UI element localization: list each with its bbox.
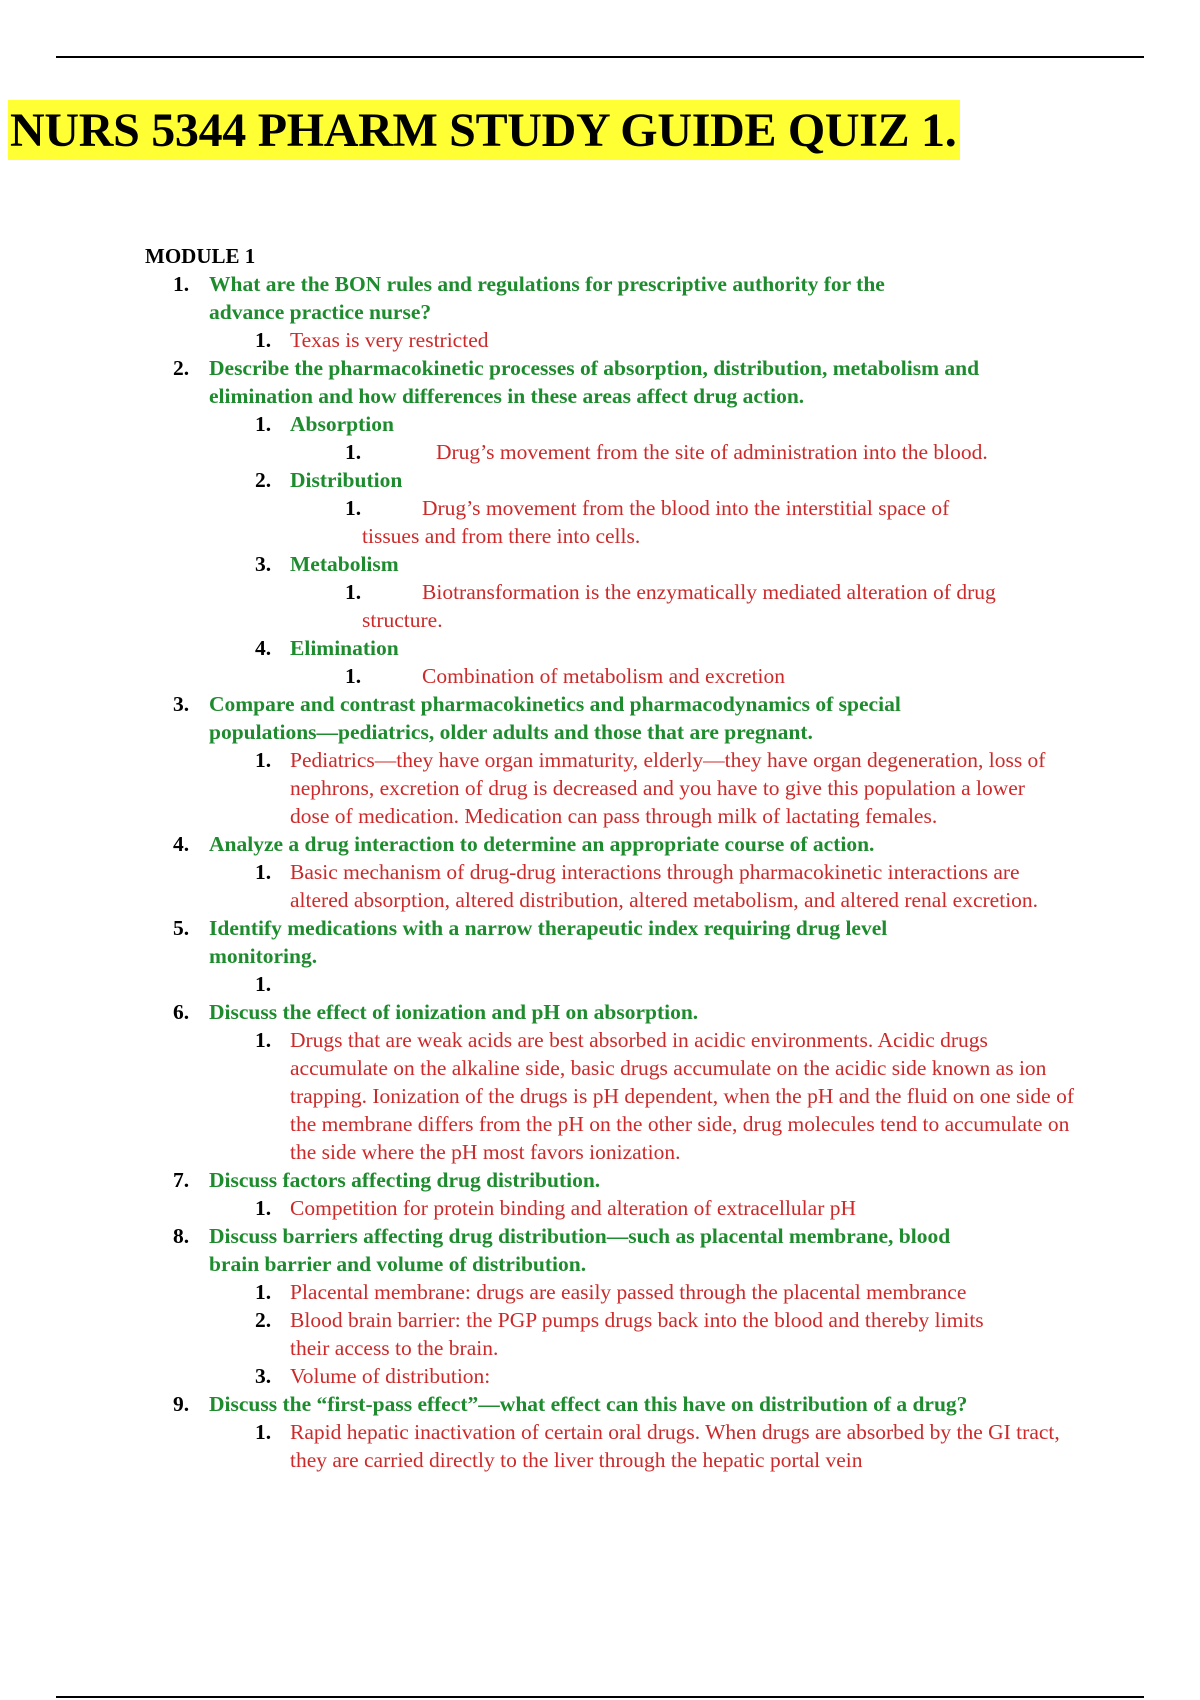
- document-title: NURS 5344 PHARM STUDY GUIDE QUIZ 1.: [8, 100, 960, 160]
- bottom-rule: [56, 1696, 1144, 1698]
- answer-item: [145, 1306, 1095, 1362]
- question-text: Discuss barriers affecting drug distribution—such as placental membrane, blood brain barrier and volume of distribution.: [209, 1224, 951, 1276]
- question-number: 7.: [173, 1168, 190, 1192]
- answer-number: 1.: [255, 328, 272, 352]
- answer-number: 1.: [255, 1280, 272, 1304]
- answer-item: [145, 858, 1095, 914]
- subitem: [145, 410, 1095, 438]
- subitem-label: Absorption: [290, 412, 394, 436]
- answer-text: Drugs that are weak acids are best absorbed in acidic environments. Acidic drugs accumulate on the alkaline side, basic drugs accumulate on the acidic side known as ion trapping. Ionization of the drugs is pH dependent, when the pH and the fluid on one side of the membrane differs from the pH on the other side, drug molecules tend to accumulate on the side where the pH most favors ionization.: [290, 1028, 1074, 1164]
- detail-item: [145, 662, 1095, 690]
- detail-text: Drug’s movement from the blood into the interstitial space of tissues and from there into cells.: [362, 496, 950, 548]
- detail-number: 1.: [345, 496, 362, 520]
- top-rule: [56, 56, 1144, 58]
- study-guide-content: [145, 242, 1095, 1474]
- answer-item: [145, 1418, 1095, 1474]
- detail-number: 1.: [345, 664, 362, 688]
- answer-text: Texas is very restricted: [290, 328, 489, 352]
- answer-text: Basic mechanism of drug-drug interactions through pharmacokinetic interactions are altered absorption, altered distribution, altered metabolism, and altered renal excretion.: [290, 860, 1039, 912]
- subitem-number: 3.: [255, 552, 272, 576]
- question-number: 3.: [173, 692, 190, 716]
- question-item: [145, 1390, 1095, 1418]
- answer-text: Placental membrane: drugs are easily passed through the placental membrance: [290, 1280, 967, 1304]
- question-item: [145, 914, 1095, 970]
- answer-text: Rapid hepatic inactivation of certain oral drugs. When drugs are absorbed by the GI tract, they are carried directly to the liver through the hepatic portal vein: [290, 1420, 1060, 1472]
- question-number: 1.: [173, 272, 190, 296]
- question-text: Compare and contrast pharmacokinetics and pharmacodynamics of special populations—pediatrics, older adults and those that are pregnant.: [209, 692, 901, 744]
- question-number: 8.: [173, 1224, 190, 1248]
- answer-item: [145, 1362, 1095, 1390]
- question-item: [145, 830, 1095, 858]
- question-item: [145, 270, 1095, 326]
- answer-number: 1.: [255, 1420, 272, 1444]
- subitem-number: 2.: [255, 468, 272, 492]
- answer-number: 2.: [255, 1308, 272, 1332]
- answer-item: [145, 1278, 1095, 1306]
- question-item: [145, 690, 1095, 746]
- question-item: [145, 1166, 1095, 1194]
- question-item: [145, 998, 1095, 1026]
- answer-text: Volume of distribution:: [290, 1364, 491, 1388]
- answer-text: Competition for protein binding and alteration of extracellular pH: [290, 1196, 857, 1220]
- detail-item: [145, 578, 1095, 634]
- question-text: Analyze a drug interaction to determine an appropriate course of action.: [209, 832, 875, 856]
- subitem: [145, 634, 1095, 662]
- question-item: [145, 354, 1095, 410]
- answer-number: 1.: [255, 748, 272, 772]
- answer-item: [145, 326, 1095, 354]
- subitem-label: Metabolism: [290, 552, 399, 576]
- answer-text: Blood brain barrier: the PGP pumps drugs back into the blood and thereby limits their access to the brain.: [290, 1308, 984, 1360]
- question-number: 2.: [173, 356, 190, 380]
- answer-number: 1.: [255, 972, 272, 996]
- detail-number: 1.: [345, 440, 362, 464]
- module-heading: MODULE 1: [145, 244, 256, 268]
- subitem-number: 1.: [255, 412, 272, 436]
- answer-item: [145, 746, 1095, 830]
- answer-item: [145, 1194, 1095, 1222]
- answer-number: 1.: [255, 860, 272, 884]
- answer-text: Pediatrics—they have organ immaturity, elderly—they have organ degeneration, loss of nephrons, excretion of drug is decreased and you have to give this population a lower dose of medication. Medication can pass through milk of lactating females.: [290, 748, 1046, 828]
- answer-item: [145, 970, 1095, 998]
- detail-text: Biotransformation is the enzymatically mediated alteration of drug structure.: [362, 580, 996, 632]
- detail-text: Drug’s movement from the site of administration into the blood.: [436, 440, 988, 464]
- answer-text: [290, 972, 295, 996]
- subitem-label: Elimination: [290, 636, 399, 660]
- subitem-number: 4.: [255, 636, 272, 660]
- answer-number: 1.: [255, 1196, 272, 1220]
- question-number: 6.: [173, 1000, 190, 1024]
- subitem: [145, 466, 1095, 494]
- question-item: [145, 1222, 1095, 1278]
- subitem: [145, 550, 1095, 578]
- question-text: Discuss the effect of ionization and pH on absorption.: [209, 1000, 699, 1024]
- question-number: 4.: [173, 832, 190, 856]
- question-text: Identify medications with a narrow therapeutic index requiring drug level monitoring.: [209, 916, 888, 968]
- detail-item: [145, 494, 1095, 550]
- question-number: 9.: [173, 1392, 190, 1416]
- question-text: What are the BON rules and regulations for prescriptive authority for the advance practice nurse?: [209, 272, 885, 324]
- answer-number: 1.: [255, 1028, 272, 1052]
- subitem-label: Distribution: [290, 468, 403, 492]
- detail-item: [145, 438, 1095, 466]
- detail-text: Combination of metabolism and excretion: [422, 664, 786, 688]
- answer-number: 3.: [255, 1364, 272, 1388]
- answer-item: [145, 1026, 1095, 1166]
- question-text: Describe the pharmacokinetic processes of absorption, distribution, metabolism and elimination and how differences in these areas affect drug action.: [209, 356, 980, 408]
- question-text: Discuss factors affecting drug distribution.: [209, 1168, 601, 1192]
- question-number: 5.: [173, 916, 190, 940]
- question-text: Discuss the “first-pass effect”—what effect can this have on distribution of a drug?: [209, 1392, 968, 1416]
- title-block: [8, 100, 960, 160]
- detail-number: 1.: [345, 580, 362, 604]
